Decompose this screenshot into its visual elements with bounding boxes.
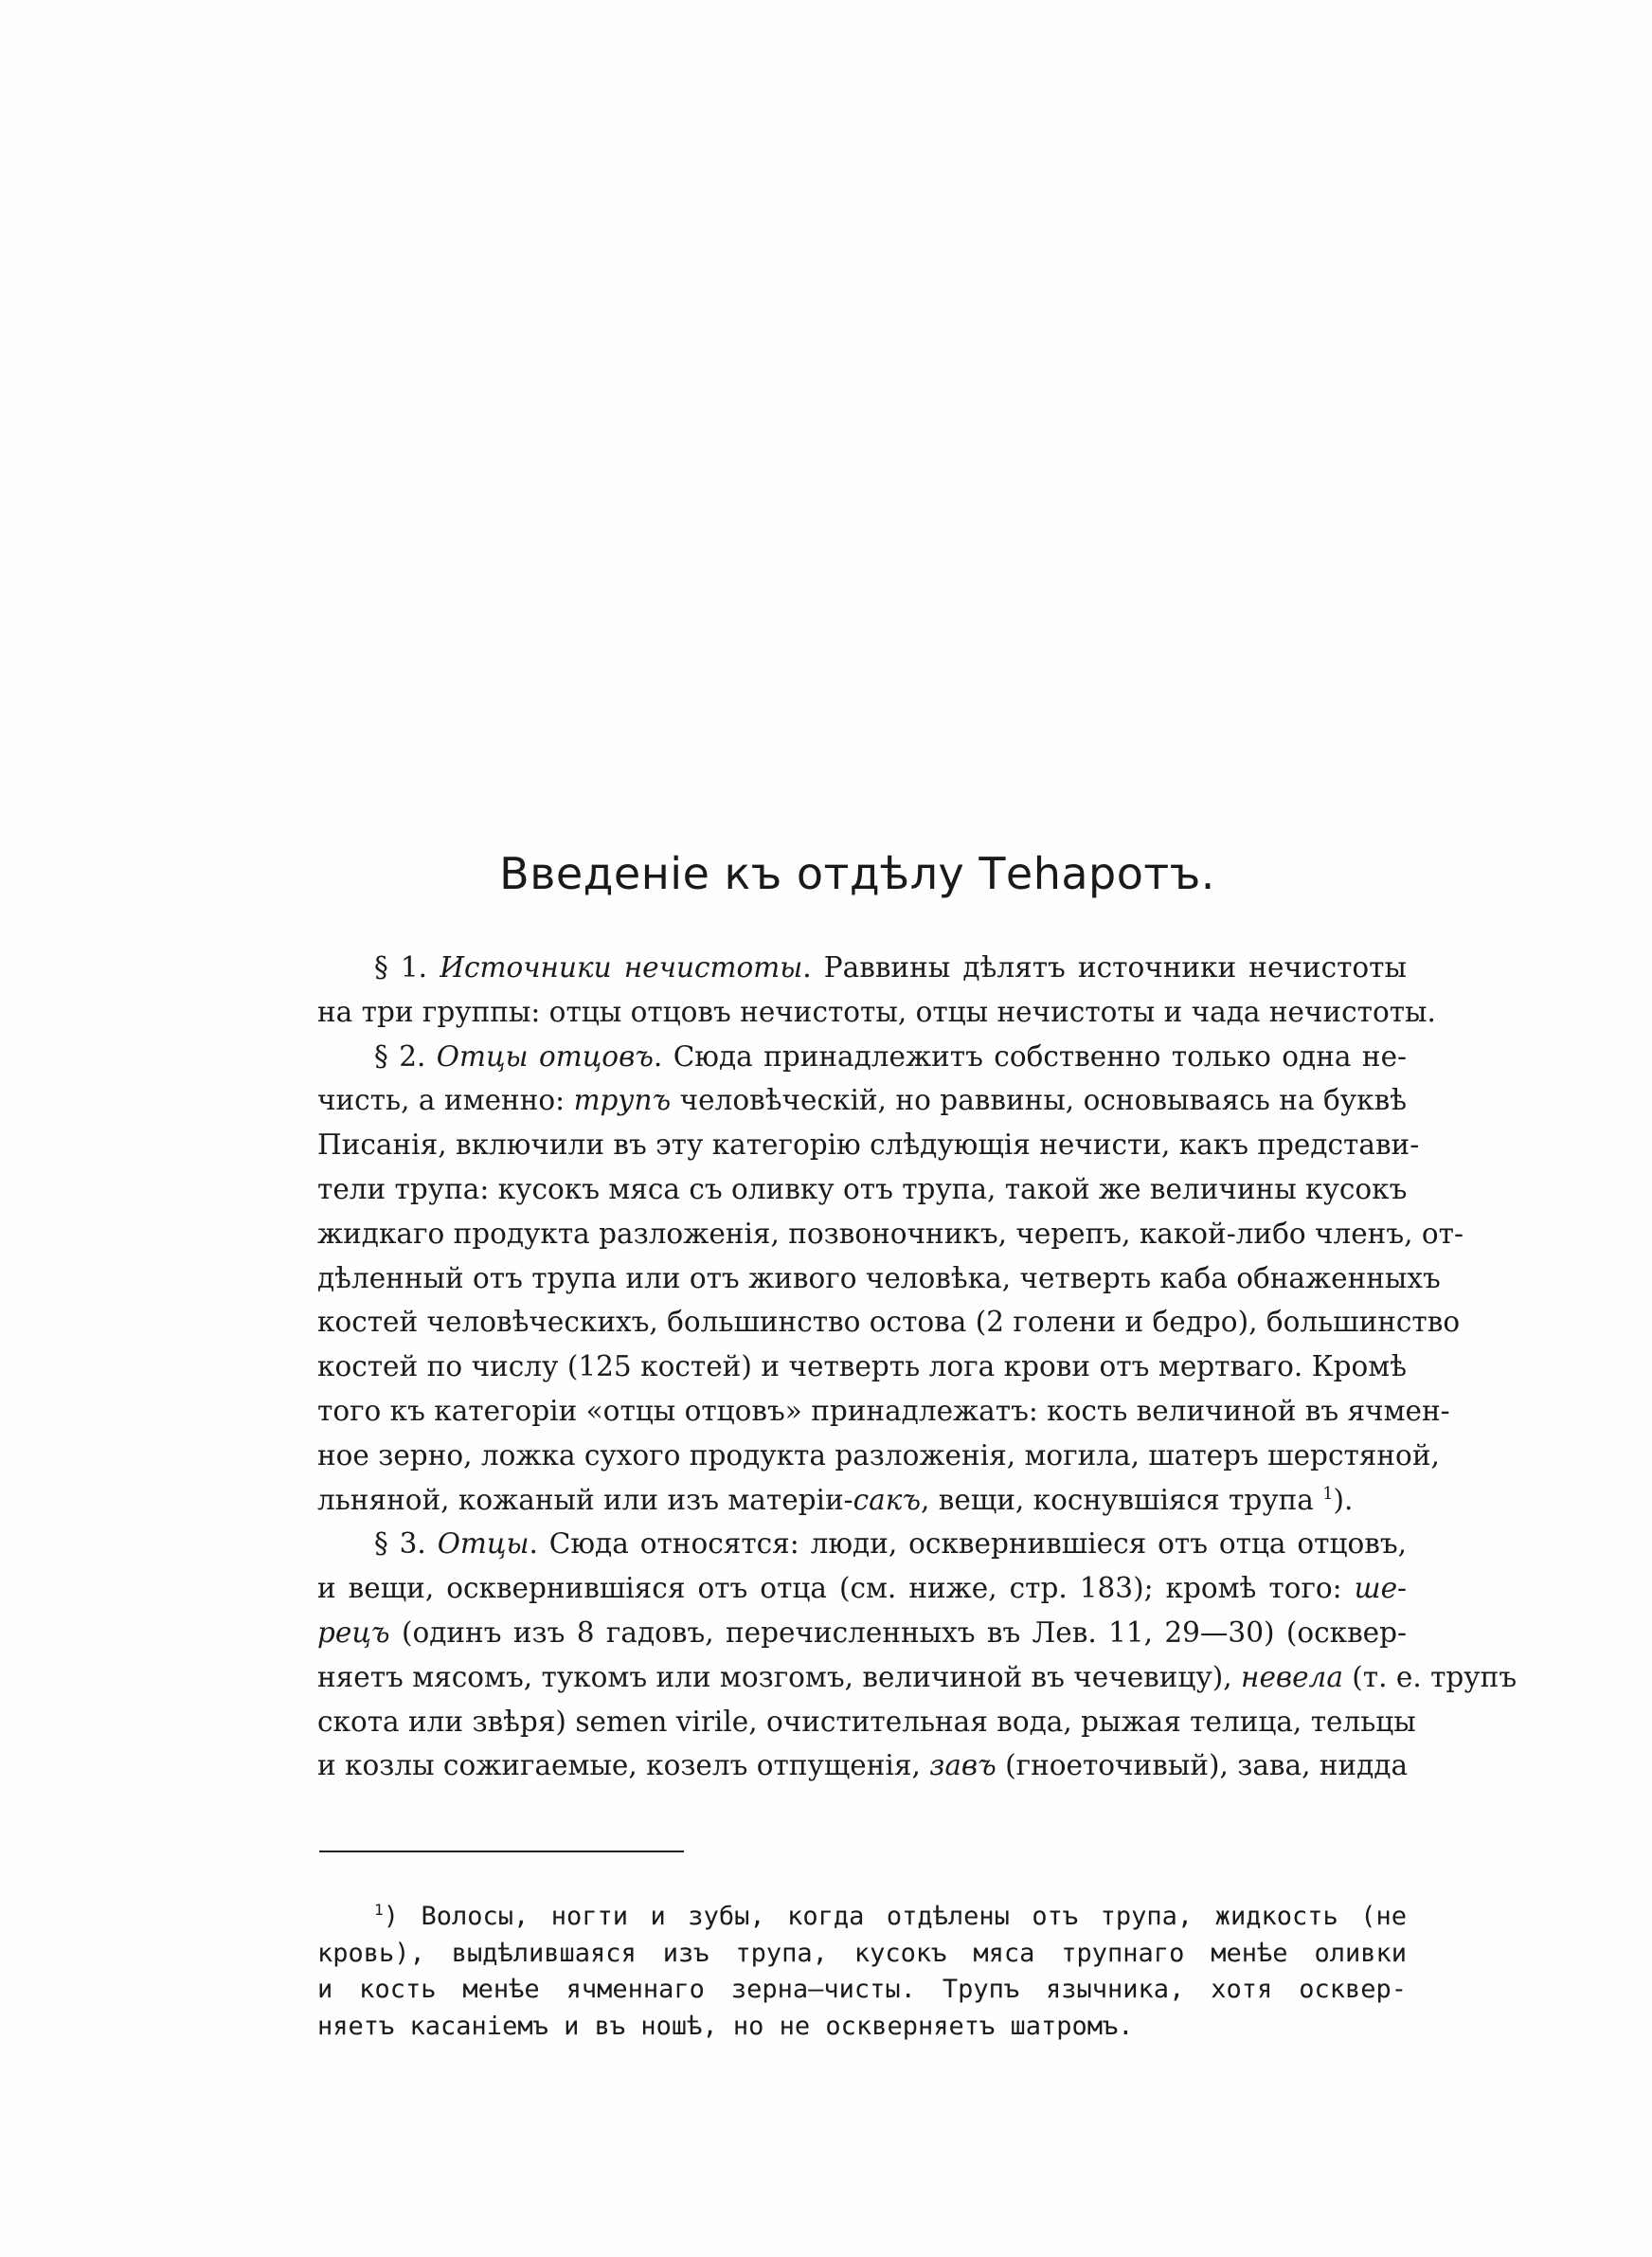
text-line: и козлы сожигаемые, козелъ отпущенія, завъ (гноеточивый), зава, нидда [317, 1749, 1409, 1782]
footnote-divider [319, 1851, 684, 1852]
text-line: костей человѣческихъ, большинство остова (2 голени и бедро), большинство [317, 1306, 1461, 1339]
footnote-line: кровь), выдѣлившаяся изъ трупа, кусокъ мяса трупнаго менѣе оливки [317, 1938, 1407, 1968]
text-line: на три группы: отцы отцовъ нечистоты, отцы нечистоты и чада нечистоты. [317, 995, 1436, 1028]
main-text [317, 946, 1517, 1788]
text-line: § 1. Источники нечистоты. Раввины дѣлятъ источники нечистоты [374, 951, 1407, 984]
text-line: тели трупа: кусокъ мяса съ оливку отъ трупа, такой же величины кусокъ [317, 1172, 1408, 1205]
text-line: льняной, кожаный или изъ матеріи-сакъ, вещи, коснувшіяся трупа $^1$). [317, 1483, 1354, 1516]
text-line: костей по числу (125 костей) и четверть лога крови отъ мертваго. Кромѣ [317, 1350, 1407, 1383]
text-line: § 3. Отцы. Сюда относятся: люди, осквернившіеся отъ отца отцовъ, [374, 1527, 1407, 1561]
footnote-line: няетъ касаніемъ и въ ношѣ, но не оскверняетъ шатромъ. [317, 2011, 1134, 2041]
text-line: того къ категоріи «отцы отцовъ» принадлежатъ: кость величиной въ ячмен- [317, 1394, 1450, 1427]
text-line: няетъ мясомъ, тукомъ или мозгомъ, величиной въ чечевицу), невела (т. е. трупъ [317, 1660, 1517, 1693]
text-line: § 2. Отцы отцовъ. Сюда принадлежитъ собственно только одна не- [374, 1039, 1408, 1073]
text-line: и вещи, осквернившіяся отъ отца (см. ниже, стр. 183); кромѣ того: ше- [317, 1572, 1407, 1605]
footnote-line: $^1$) Волосы, ногти и зубы, когда отдѣлены отъ трупа, жидкость (не [374, 1901, 1407, 1931]
text-line: жидкаго продукта разложенія, позвоночникъ, черепъ, какой-либо членъ, от- [317, 1217, 1463, 1250]
text-line: рецъ (одинъ изъ 8 гадовъ, перечисленныхъ въ Лев. 11, 29—30) (осквер- [317, 1616, 1407, 1649]
footnote [317, 1899, 1407, 2045]
footnote-line: и кость менѣе ячменнаго зерна—чисты. Трупъ язычника, хотя осквер- [317, 1975, 1407, 2004]
text-line: скота или звѣря) semen virile, очистительная вода, рыжая телица, тельцы [317, 1705, 1416, 1738]
text-line: ное зерно, ложка сухого продукта разложенія, могила, шатеръ шерстяной, [317, 1438, 1440, 1472]
text-line: Писанія, включили въ эту категорію слѣдующія нечисти, какъ представи- [317, 1128, 1420, 1162]
text-line: дѣленный отъ трупа или отъ живого человѣка, четверть каба обнаженныхъ [317, 1261, 1441, 1294]
section-title: Введеніе къ отдѣлу Теһаротъ. [499, 848, 1215, 899]
text-line: чисть, а именно: трупъ человѣческій, но раввины, основываясь на буквѣ [317, 1084, 1407, 1117]
